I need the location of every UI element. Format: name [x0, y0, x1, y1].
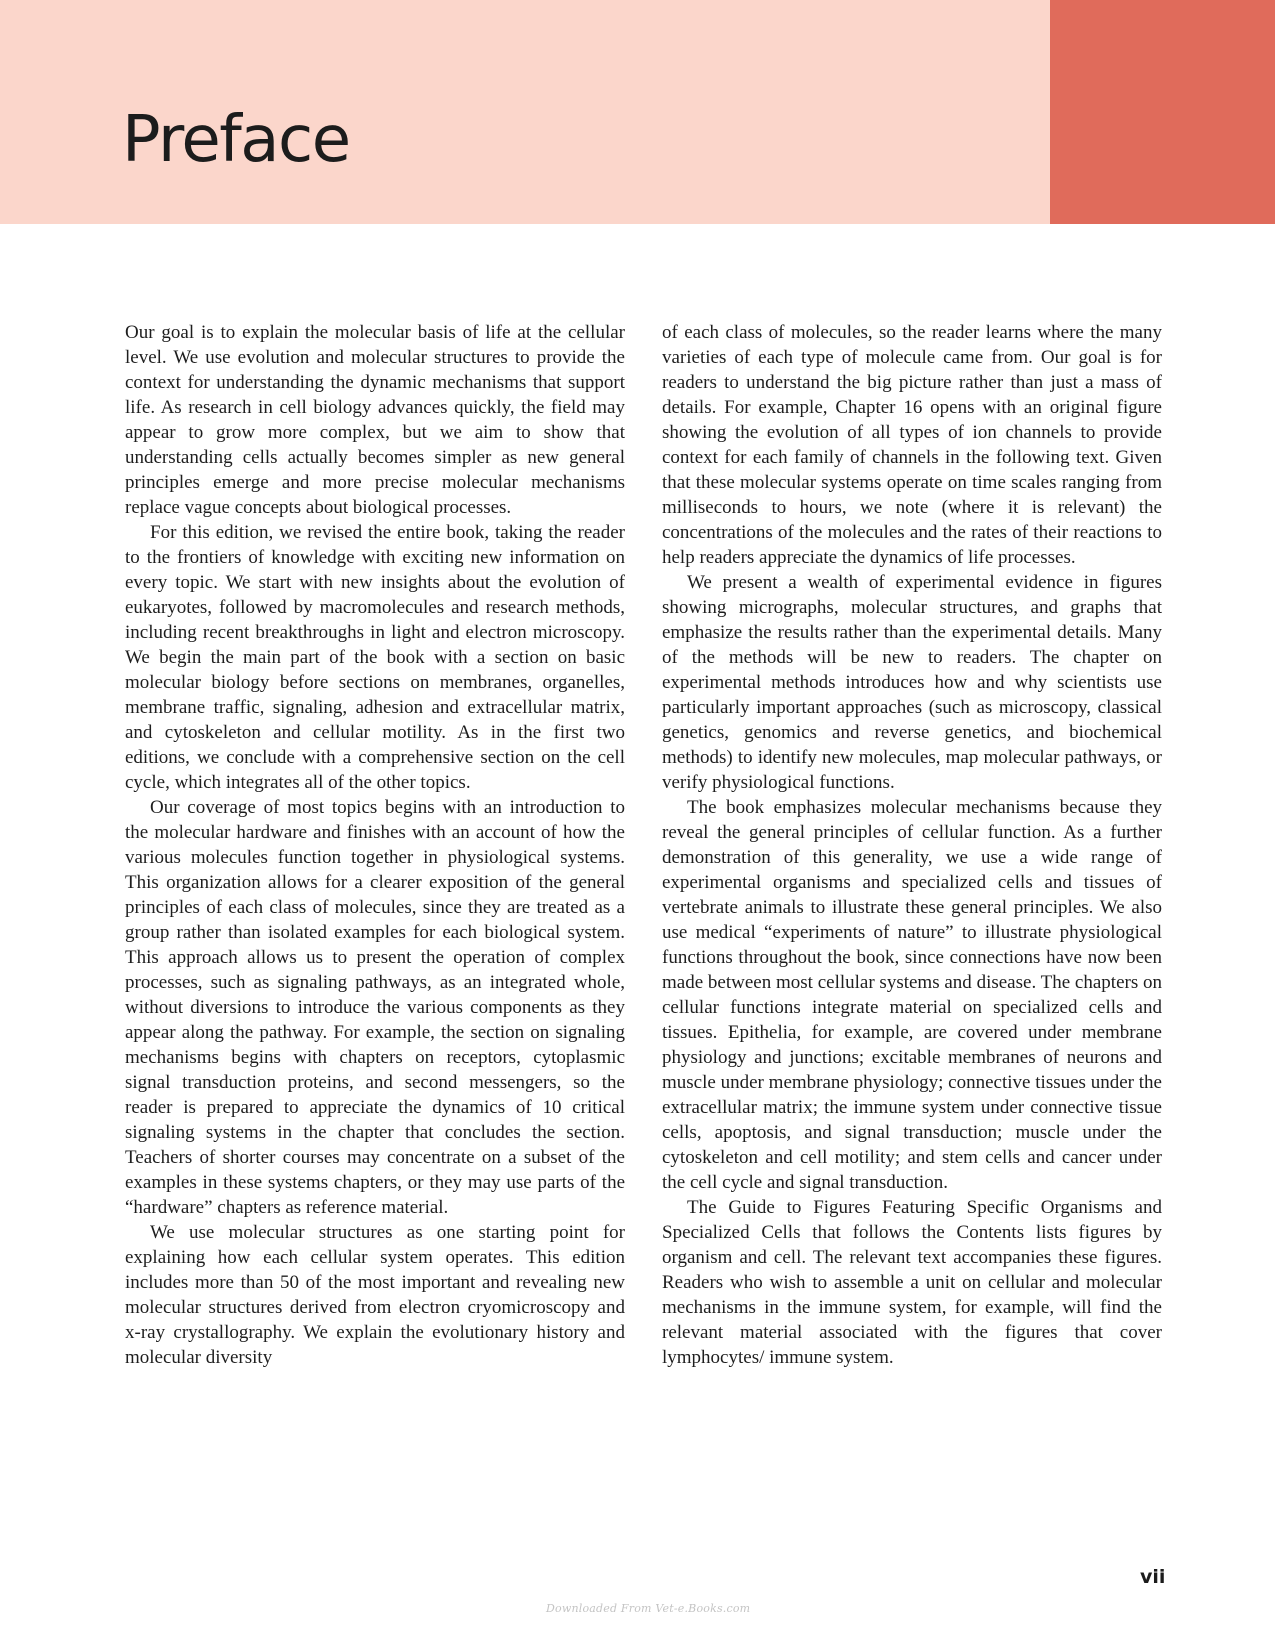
paragraph-goal: Our goal is to explain the molecular basis of life at the cellular level. We use evolution and molecular structures to provide the context for understanding the dynamic mechanisms that support life. As research in cell biology advances quickly, the field may appear to grow more complex, but we aim to show that understanding cells actually becomes simpler as new general principles emerge and more precise molecular mechanisms replace vague concepts about biological processes.	[125, 322, 625, 518]
paragraph-mechanisms: The book emphasizes molecular mechanisms because they reveal the general principles of cellular function. As a further demonstration of this generality, we use a wide range of experimental organisms and specialized cells and tissues of vertebrate animals to illustrate these general principles. We also use medical “experiments of nature” to illustrate physiological functions throughout the book, since connections have now been made between most cellular systems and disease. The chapters on cellular functions integrate material on specialized cells and tissues. Epithelia, for example, are covered under membrane physiology and junctions; excitable membranes of neurons and muscle under membrane physiology; connective tissues under the extracellular matrix; the immune system under connective tissue cells, apoptosis, and signal transduction; muscle under the cytoskeleton and cell motility; and stem cells and cancer under the cell cycle and signal transduction.	[662, 797, 1162, 1193]
paragraph-edition: For this edition, we revised the entire book, taking the reader to the frontiers of knowledge with exciting new information on every topic. We start with new insights about the evolution of eukaryotes, followed by macromolecules and research methods, including recent breakthroughs in light and electron microscopy. We begin the main part of the book with a section on basic molecular biology before sections on membranes, organelles, membrane traffic, signaling, adhesion and extracellular matrix, and cytoskeleton and cellular motility. As in the first two editions, we conclude with a comprehensive section on the cell cycle, which integrates all of the other topics.	[125, 522, 625, 793]
paragraph-structures-continued: of each class of molecules, so the reader learns where the many varieties of each type of molecule came from. Our goal is for readers to understand the big picture rather than just a mass of details. For example, Chapter 16 opens with an original figure showing the evolution of all types of ion channels to provide context for each family of channels in the following text. Given that these molecular systems operate on time scales ranging from milliseconds to hours, we note (where it is relevant) the concentrations of the molecules and the rates of their reactions to help readers appreciate the dynamics of life processes.	[662, 322, 1162, 568]
paragraph-coverage: Our coverage of most topics begins with an introduction to the molecular hardware and finishes with an account of how the various molecules function together in physiological systems. This organization allows for a clearer exposition of the general principles of each class of molecules, since they are treated as a group rather than isolated examples for each biological system. This approach allows us to present the operation of complex processes, such as signaling pathways, as an integrated whole, without diversions to introduce the various components as they appear along the pathway. For example, the section on signaling mechanisms begins with chapters on receptors, cytoplasmic signal transduction proteins, and second messengers, so the reader is prepared to appreciate the dynamics of 10 critical signaling systems in the chapter that concludes the section. Teachers of shorter courses may concentrate on a subset of the examples in these systems chapters, or they may use parts of the “hardware” chapters as reference material.	[125, 797, 625, 1218]
paragraph-evidence: We present a wealth of experimental evidence in figures showing micrographs, molecular structures, and graphs that emphasize the results rather than the experimental details. Many of the methods will be new to readers. The chapter on experimental methods introduces how and why scientists use particularly important approaches (such as microscopy, classical genetics, genomics and reverse genetics, and biochemical methods) to identify new molecules, map molecular pathways, or verify physiological functions.	[662, 572, 1162, 793]
page-title: Preface	[122, 103, 350, 177]
right-text-column	[662, 320, 1162, 1370]
left-text-column	[125, 320, 625, 1370]
paragraph-structures: We use molecular structures as one starting point for explaining how each cellular system operates. This edition includes more than 50 of the most important and revealing new molecular structures derived from electron cryomicroscopy and x-ray crystallography. We explain the evolutionary history and molecular diversity	[125, 1222, 625, 1368]
paragraph-guide: The Guide to Figures Featuring Specific Organisms and Specialized Cells that follows the Contents lists figures by organism and cell. The relevant text accompanies these figures. Readers who wish to assemble a unit on cellular and molecular mechanisms in the immune system, for example, will find the relevant material associated with the figures that cover lymphocytes/ immune system.	[662, 1197, 1162, 1368]
page-number: vii	[1140, 1566, 1166, 1588]
header-accent-block	[1050, 0, 1275, 224]
download-watermark: Downloaded From Vet-e.Books.com	[546, 1602, 751, 1615]
